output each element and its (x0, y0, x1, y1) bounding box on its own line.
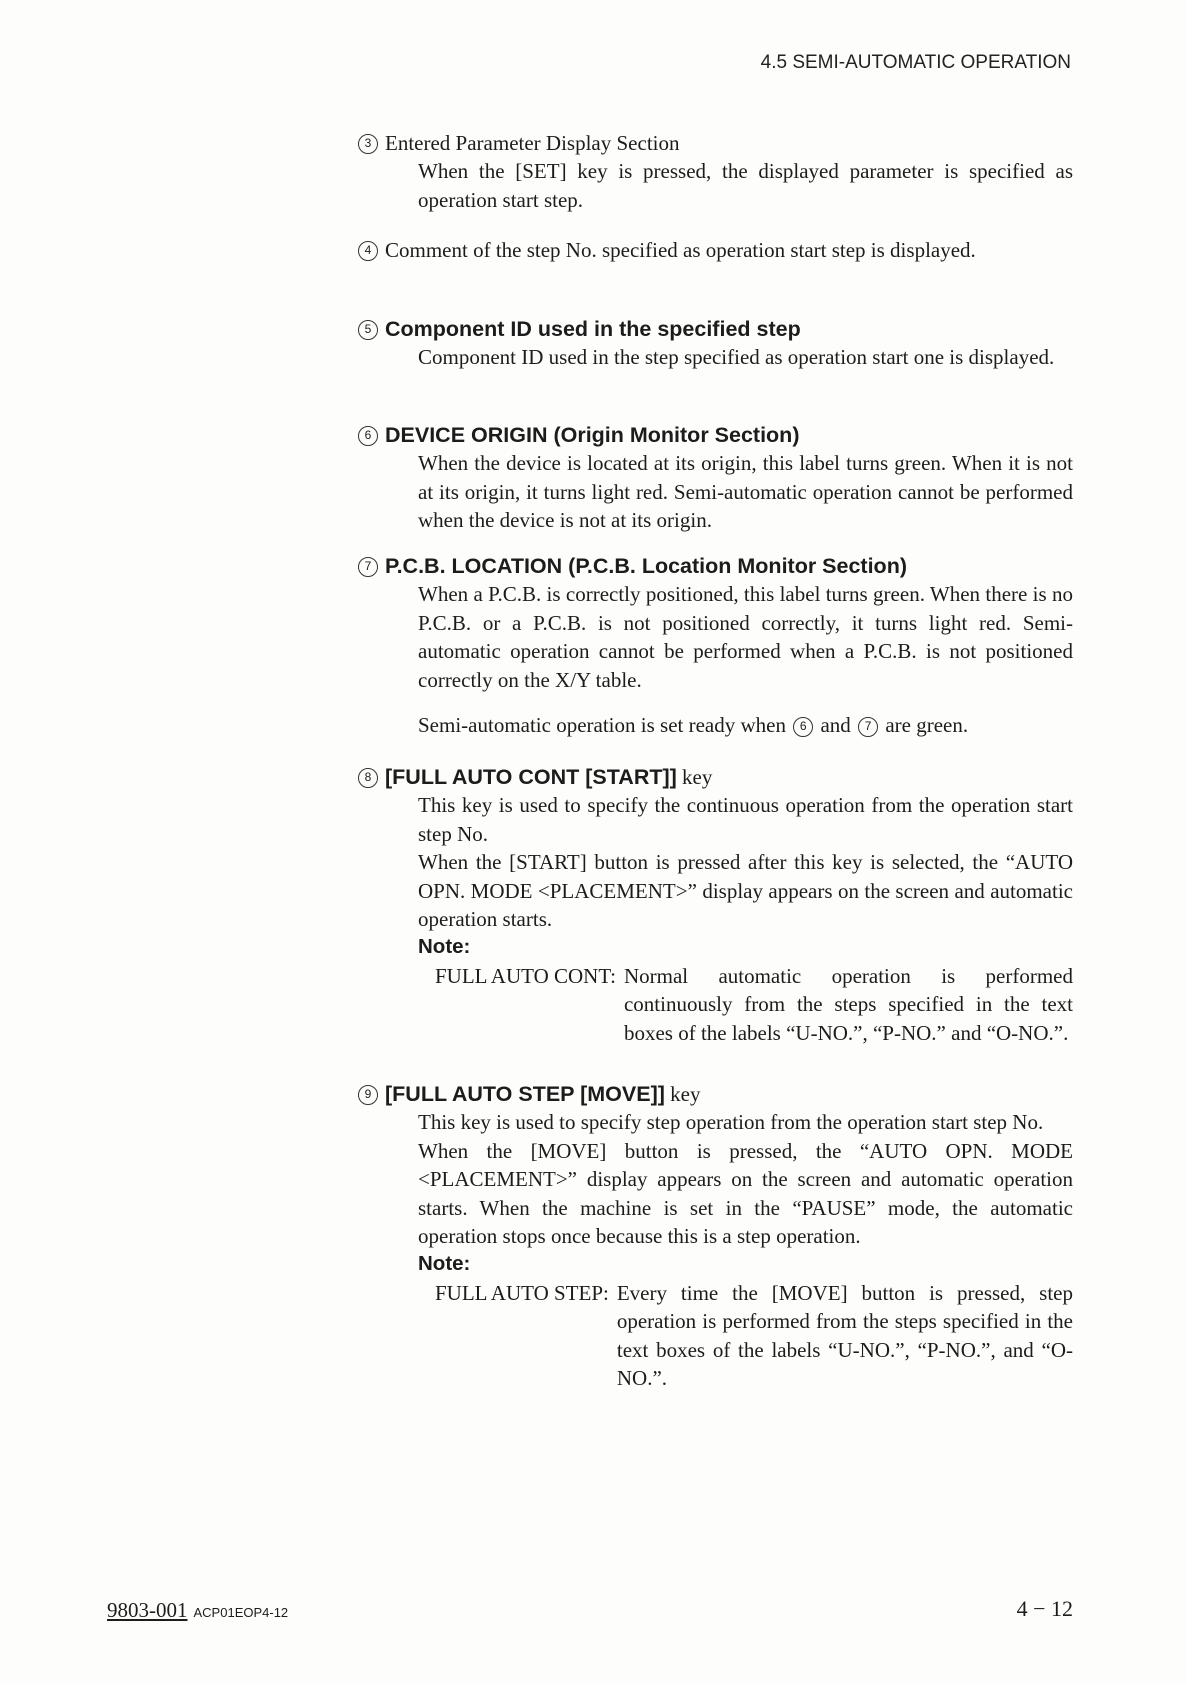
section-7-title: P.C.B. LOCATION (P.C.B. Location Monitor Section) (385, 554, 907, 578)
section-9 (364, 1080, 1073, 1392)
section-3-title: Entered Parameter Display Section (385, 131, 680, 155)
section-8-body-1: This key is used to specify the continuous operation from the operation start step No. (418, 793, 1073, 846)
ready-mid: and (820, 713, 851, 737)
circled-number-7: 7 (358, 557, 378, 577)
footer-code: ACP01EOP4-12 (193, 1605, 289, 1620)
section-8-body-2: When the [START] button is pressed after this key is selected, the “AUTO OPN. MODE <PLACEMENT>” display appears on the screen and automatic operation starts. (418, 850, 1073, 932)
section-9-body-2: When the [MOVE] button is pressed, the “AUTO OPN. MODE <PLACEMENT>” display appears on the screen and automatic operation starts. When the machine is set in the “PAUSE” mode, the automatic operation stops once because this is a step operation. (418, 1138, 1073, 1249)
section-9-note-term: FULL AUTO STEP: (435, 1280, 609, 1305)
section-9-body-1: This key is used to specify step operation from the operation start step No. (418, 1110, 1044, 1135)
ready-sentence (418, 711, 1073, 739)
section-8-note-desc: Normal automatic operation is performed continuously from the steps specified in the text boxes of the labels “U-NO.”, “P-NO.” and “O-NO.”. (623, 963, 1073, 1045)
circled-number-4: 4 (358, 241, 378, 261)
section-8-key-suffix: key (682, 765, 713, 789)
section-9-title: [FULL AUTO STEP [MOVE]] (385, 1082, 665, 1106)
ready-before: Semi-automatic operation is set ready when (418, 713, 786, 737)
section-5-title: Component ID used in the specified step (385, 317, 801, 341)
footer-doc-id (107, 1598, 288, 1623)
section-9-note-desc: Every time the [MOVE] button is pressed, step operation is performed from the steps specified in the text boxes of the labels “U-NO.”, “P-NO.”, and “O-NO.”. (616, 1280, 1073, 1391)
section-6 (364, 421, 1073, 535)
circled-number-8: 8 (358, 768, 378, 788)
section-9-note (385, 1279, 1073, 1393)
ready-after: are green. (885, 713, 969, 737)
section-4-body: Comment of the step No. specified as operation start step is displayed. (385, 238, 976, 262)
section-3-body: When the [SET] key is pressed, the displayed parameter is specified as operation start step. (418, 159, 1073, 212)
section-6-body: When the device is located at its origin, this label turns green. When it is not at its origin, it turns light red. Semi-automatic operation cannot be performed when the device is not at its origin. (418, 451, 1073, 533)
section-8-note-label: Note: (418, 935, 471, 959)
section-7 (364, 552, 1073, 694)
circled-number-5: 5 (358, 320, 378, 340)
circled-number-3: 3 (358, 134, 378, 154)
section-8 (364, 763, 1073, 1047)
section-5-body: Component ID used in the step specified as operation start one is displayed. (418, 345, 1055, 370)
circled-number-9: 9 (358, 1085, 378, 1105)
section-3 (364, 129, 1073, 214)
section-9-key-suffix: key (670, 1082, 701, 1106)
section-8-note-term: FULL AUTO CONT: (435, 963, 616, 988)
section-5 (364, 315, 1073, 372)
running-header: 4.5 SEMI-AUTOMATIC OPERATION (760, 52, 1071, 73)
page-number: 4 − 12 (1016, 1596, 1073, 1621)
footer-doc-number: 9803-001 (107, 1598, 188, 1622)
section-7-body: When a P.C.B. is correctly positioned, this label turns green. When there is no P.C.B. or a P.C.B. is not positioned correctly, it turns light red. Semi-automatic operation cannot be performed when a P.C.B. is not positioned correctly on the X/Y table. (418, 582, 1073, 692)
circled-number-6: 6 (358, 426, 378, 446)
section-6-title: DEVICE ORIGIN (Origin Monitor Section) (385, 423, 800, 447)
section-9-note-label: Note: (418, 1252, 471, 1276)
section-8-note (385, 962, 1073, 1047)
circled-number-6-inline: 6 (793, 717, 813, 737)
circled-number-7-inline: 7 (858, 717, 878, 737)
section-4 (364, 236, 1073, 264)
section-8-title: [FULL AUTO CONT [START]] (385, 765, 677, 789)
